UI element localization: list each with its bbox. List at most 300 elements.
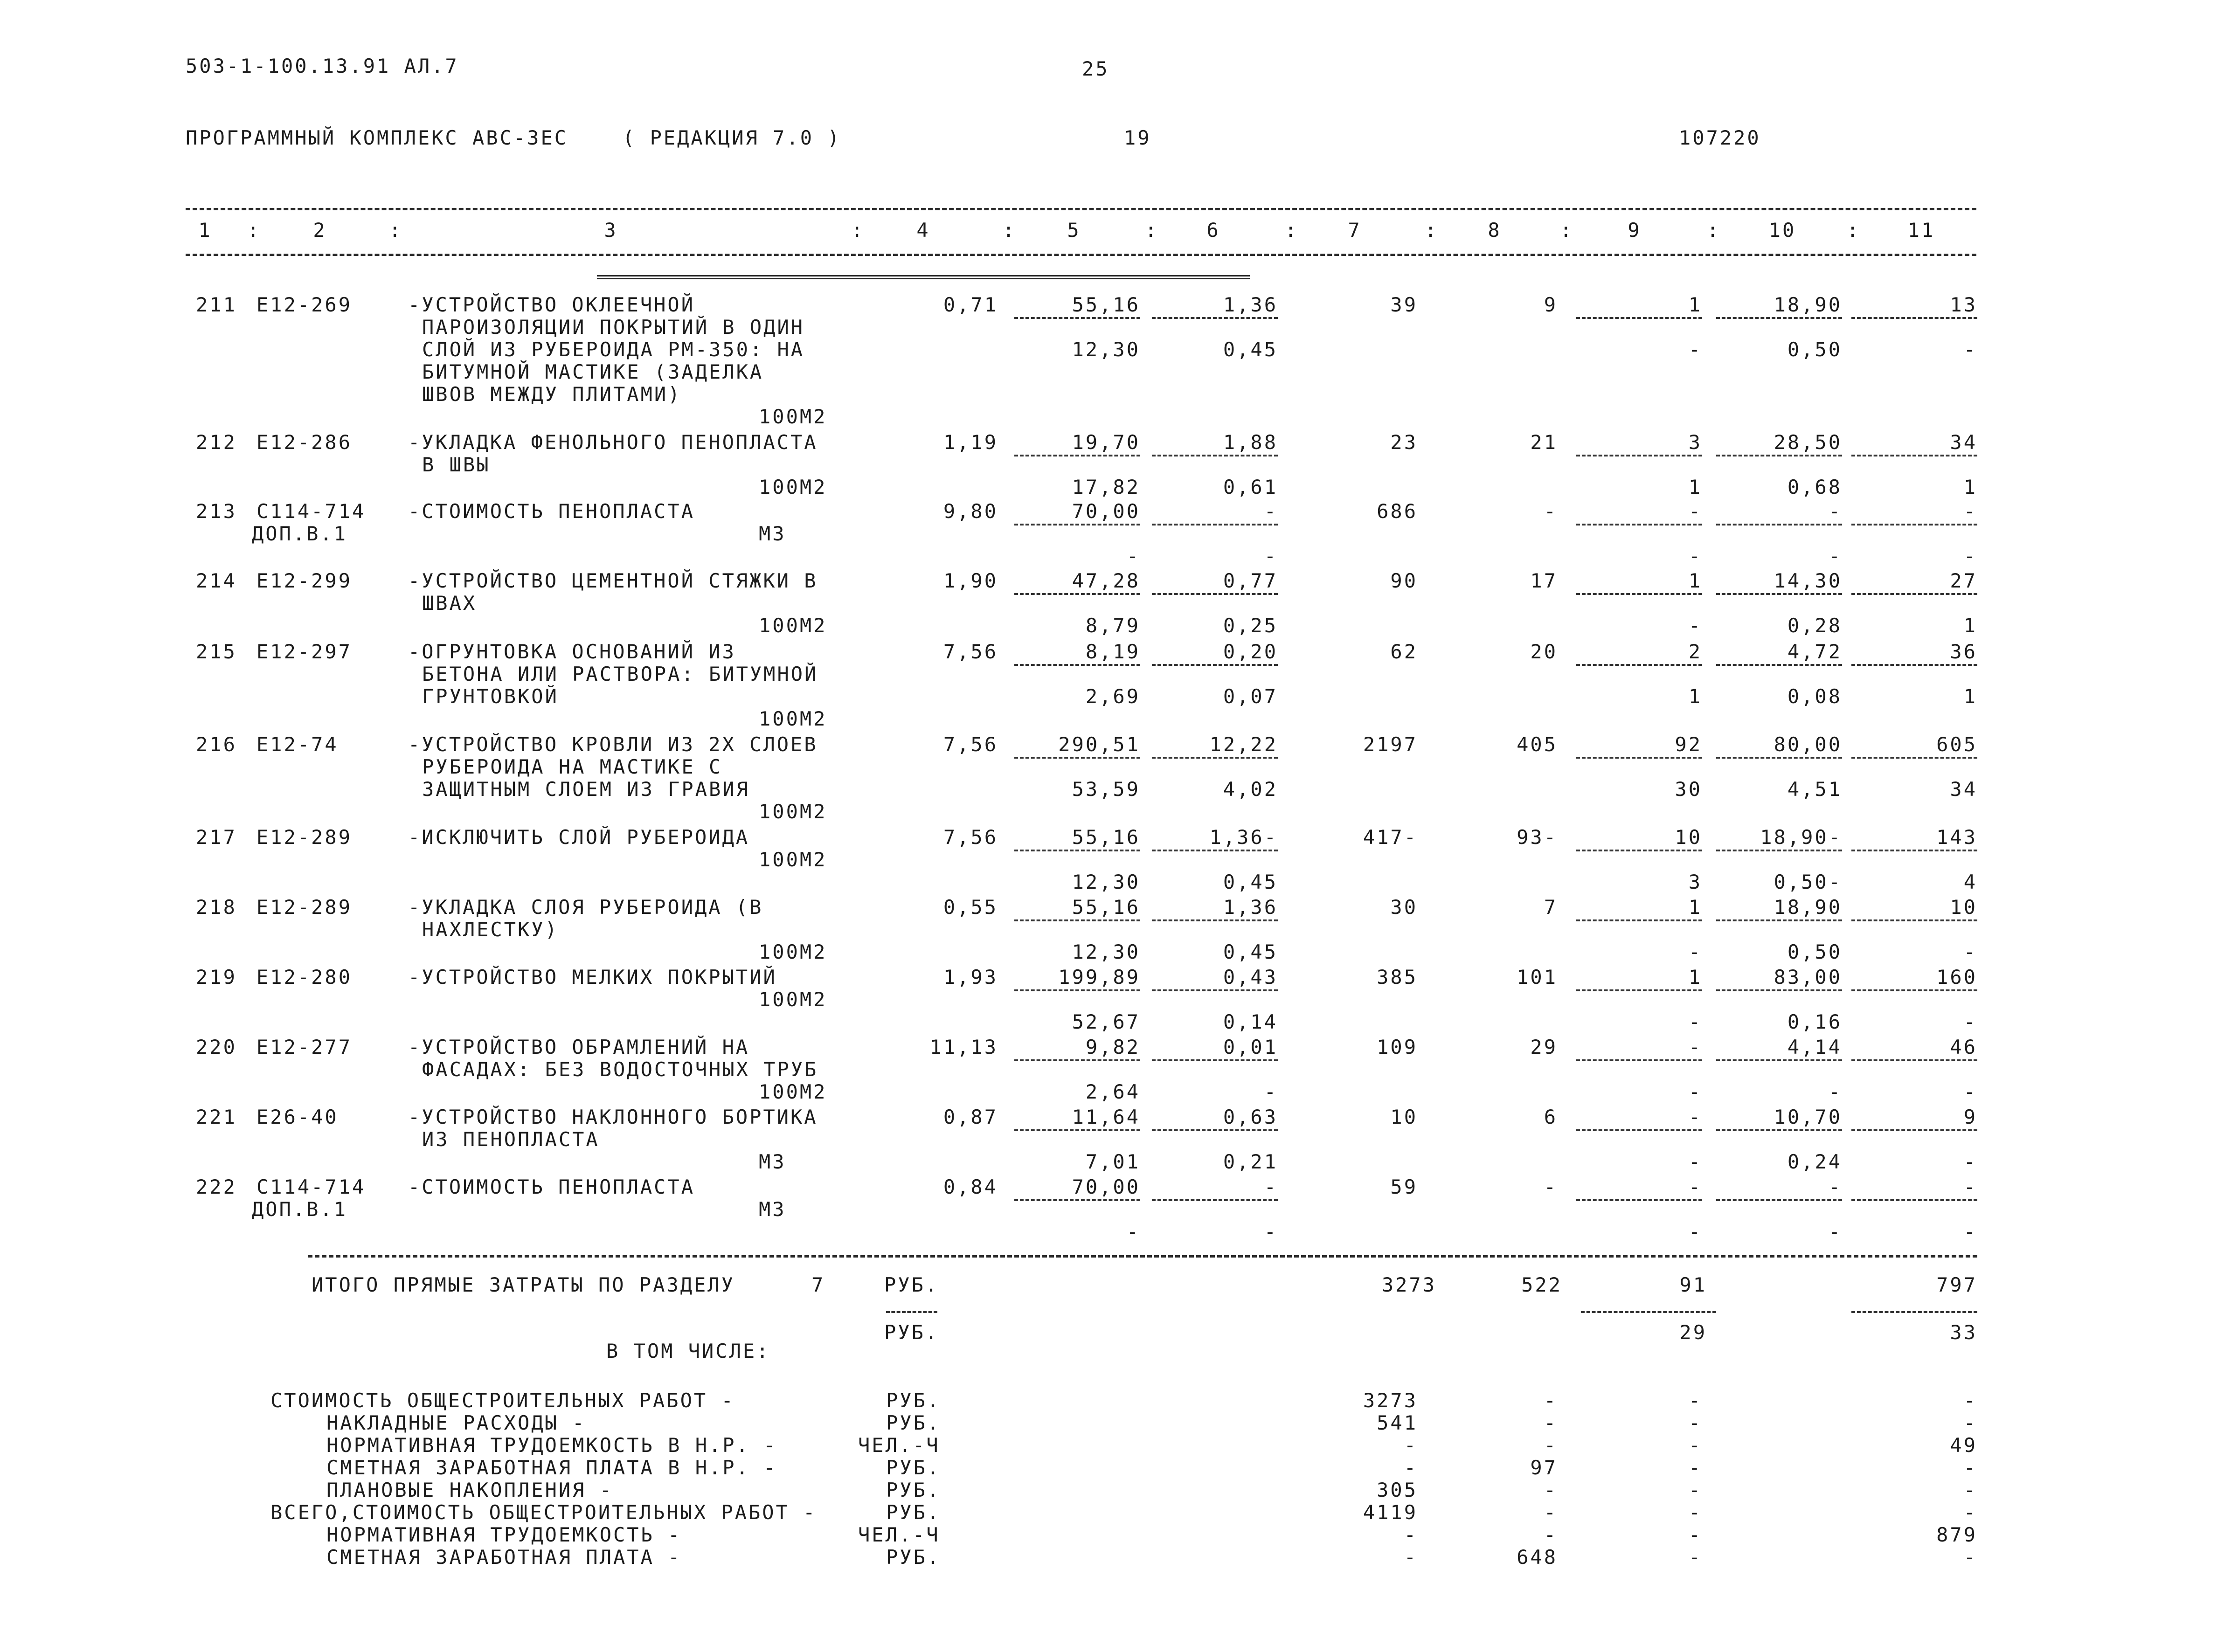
summary-col9: -: [1688, 1434, 1702, 1457]
cell-c6: 0,63: [1223, 1106, 1278, 1128]
cell-c9b: 1: [1688, 476, 1702, 498]
cell-divider: [1152, 1059, 1278, 1061]
cell-c6: 1,36-: [1209, 826, 1278, 849]
cell-c6: 1,36: [1223, 293, 1278, 316]
row-description: ПАРОИЗОЛЯЦИИ ПОКРЫТИЙ В ОДИН: [422, 316, 805, 339]
row-description: -УСТРОЙСТВО ЦЕМЕНТНОЙ СТЯЖКИ В: [408, 569, 818, 592]
row-unit: М3: [759, 522, 786, 545]
row-description: СЛОЙ ИЗ РУБЕРОИДА РМ-350: НА: [422, 338, 805, 361]
column-header-5: 5: [1067, 219, 1081, 242]
cell-divider: [1152, 1129, 1278, 1131]
cell-c6: 1,88: [1223, 431, 1278, 454]
cell-divider: [1576, 593, 1702, 595]
cell-c8: 405: [1517, 733, 1558, 756]
cell-c5b: 2,69: [1085, 685, 1140, 708]
row-description: -УКЛАДКА ФЕНОЛЬНОГО ПЕНОПЛАСТА: [408, 431, 818, 454]
column-separator: :: [1560, 219, 1574, 242]
row-description: -УКЛАДКА СЛОЯ РУБЕРОИДА (В: [408, 896, 763, 919]
row-unit: 100М2: [759, 800, 827, 823]
row-unit: 100М2: [759, 1080, 827, 1103]
row-unit: М3: [759, 1198, 786, 1221]
cell-c10: 80,00: [1774, 733, 1842, 756]
cell-c7: 2197: [1363, 733, 1418, 756]
cell-divider: [1851, 1199, 1977, 1201]
row-number: 218: [196, 896, 237, 919]
row-description: ФАСАДАХ: БЕЗ ВОДОСТОЧНЫХ ТРУБ: [422, 1058, 818, 1081]
cell-c11b: -: [1963, 1080, 1977, 1103]
cell-c10b: 4,51: [1787, 778, 1842, 801]
cell-c9: -: [1688, 500, 1702, 523]
summary-col8: -: [1544, 1411, 1558, 1434]
cell-c11b: -: [1963, 1010, 1977, 1033]
program-edition: ( РЕДАКЦИЯ 7.0 ): [623, 126, 841, 149]
summary-col7: 305: [1377, 1479, 1418, 1501]
cell-c5b: 17,82: [1072, 476, 1140, 498]
cell-divider: [1716, 1059, 1842, 1061]
cell-c4: 0,87: [943, 1106, 998, 1128]
cell-c5b: -: [1126, 545, 1140, 567]
cell-c8: 6: [1544, 1106, 1558, 1128]
summary-col9: -: [1688, 1501, 1702, 1524]
column-header-2: 2: [313, 219, 327, 242]
sheet-number: 19: [1124, 126, 1151, 149]
cell-divider: [1851, 664, 1977, 666]
cell-c11b: 1: [1963, 614, 1977, 637]
cell-divider: [1851, 455, 1977, 456]
totals-unit: РУБ.: [884, 1273, 939, 1296]
cell-c6: 0,43: [1223, 966, 1278, 988]
row-code: Е12-289: [256, 896, 353, 919]
cell-c11b: 4: [1963, 871, 1977, 893]
summary-col11: 879: [1936, 1523, 1977, 1546]
row-code: Е12-280: [256, 966, 353, 988]
row-unit: 100М2: [759, 614, 827, 637]
cell-divider: [1576, 1129, 1702, 1131]
totals-col8: 522: [1521, 1273, 1562, 1296]
cell-c7: 686: [1377, 500, 1418, 523]
column-separator: :: [1847, 219, 1861, 242]
row-code: Е12-299: [256, 569, 353, 592]
cell-divider: [1152, 1199, 1278, 1201]
column-header-8: 8: [1488, 219, 1502, 242]
summary-col9: -: [1688, 1523, 1702, 1546]
cell-c10b: -: [1828, 1080, 1842, 1103]
cell-c10: 4,14: [1787, 1036, 1842, 1058]
cell-c5: 199,89: [1058, 966, 1140, 988]
row-description: -УСТРОЙСТВО ОКЛЕЕЧНОЙ: [408, 293, 695, 316]
summary-col11: -: [1963, 1501, 1977, 1524]
cell-c9b: -: [1688, 1080, 1702, 1103]
cell-divider: [1152, 664, 1278, 666]
summary-col7: -: [1404, 1523, 1418, 1546]
summary-label: СМЕТНАЯ ЗАРАБОТНАЯ ПЛАТА -: [326, 1546, 682, 1569]
cell-divider: [1851, 593, 1977, 595]
cell-c9b: -: [1688, 1150, 1702, 1173]
cell-c9b: -: [1688, 1220, 1702, 1243]
cell-c7: 90: [1390, 569, 1418, 592]
cell-c6: 1,36: [1223, 896, 1278, 919]
column-header-1: 1: [198, 219, 212, 242]
totals-col11: 797: [1936, 1273, 1977, 1296]
totals-rule: [308, 1255, 1977, 1258]
cell-c5: 55,16: [1072, 826, 1140, 849]
cell-divider: [1716, 919, 1842, 921]
cell-c5: 70,00: [1072, 1175, 1140, 1198]
row-description: БЕТОНА ИЛИ РАСТВОРА: БИТУМНОЙ: [422, 663, 818, 685]
cell-c5: 47,28: [1072, 569, 1140, 592]
cell-c11b: -: [1963, 940, 1977, 963]
summary-unit: РУБ.: [886, 1389, 941, 1412]
cell-c6b: 0,45: [1223, 871, 1278, 893]
cell-divider: [1014, 317, 1140, 319]
cell-divider: [1716, 593, 1842, 595]
cell-c5b: 12,30: [1072, 871, 1140, 893]
summary-col8: -: [1544, 1523, 1558, 1546]
cell-c10: 18,90-: [1760, 826, 1842, 849]
cell-c4: 1,90: [943, 569, 998, 592]
row-number: 221: [196, 1106, 237, 1128]
cell-c8: -: [1544, 500, 1558, 523]
cell-c4: 11,13: [929, 1036, 998, 1058]
cell-c9: 3: [1688, 431, 1702, 454]
row-description: -УСТРОЙСТВО КРОВЛИ ИЗ 2Х СЛОЕВ: [408, 733, 818, 756]
cell-divider: [1716, 664, 1842, 666]
totals-unit2: РУБ.: [884, 1321, 939, 1344]
cell-c8: 93-: [1517, 826, 1558, 849]
cell-c8: 20: [1530, 640, 1558, 663]
cell-c10: 14,30: [1774, 569, 1842, 592]
totals-label: ИТОГО ПРЯМЫЕ ЗАТРАТЫ ПО РАЗДЕЛУ: [312, 1273, 735, 1296]
cell-c7: 385: [1377, 966, 1418, 988]
column-header-9: 9: [1628, 219, 1642, 242]
cell-c5b: 2,64: [1085, 1080, 1140, 1103]
summary-unit: РУБ.: [886, 1501, 941, 1524]
cell-c4: 1,93: [943, 966, 998, 988]
row-number: 211: [196, 293, 237, 316]
page-number: 25: [1082, 57, 1109, 80]
cell-c5: 55,16: [1072, 896, 1140, 919]
cell-c6: 0,01: [1223, 1036, 1278, 1058]
totals-section: 7: [811, 1273, 825, 1296]
cell-c11: -: [1963, 500, 1977, 523]
column-header-11: 11: [1907, 219, 1935, 242]
cell-c5b: 12,30: [1072, 940, 1140, 963]
cell-c9: 10: [1675, 826, 1702, 849]
row-description: ИЗ ПЕНОПЛАСТА: [422, 1128, 600, 1151]
row-number: 220: [196, 1036, 237, 1058]
cell-c10b: 0,50: [1787, 940, 1842, 963]
column-separator: :: [389, 219, 403, 242]
cell-c11: -: [1963, 1175, 1977, 1198]
column-separator: :: [1003, 219, 1017, 242]
summary-col9: -: [1688, 1456, 1702, 1479]
summary-col7: 3273: [1363, 1389, 1418, 1412]
cell-c11b: 1: [1963, 476, 1977, 498]
cell-divider: [1716, 317, 1842, 319]
row-number: 222: [196, 1175, 237, 1198]
summary-col9: -: [1688, 1411, 1702, 1434]
cell-c4: 1,19: [943, 431, 998, 454]
cell-c10b: 0,68: [1787, 476, 1842, 498]
summary-col11: 49: [1950, 1434, 1977, 1457]
cell-divider: [1152, 317, 1278, 319]
summary-col7: 4119: [1363, 1501, 1418, 1524]
cell-divider: [1576, 757, 1702, 759]
column-header-6: 6: [1206, 219, 1220, 242]
cell-divider: [1716, 757, 1842, 759]
row-number: 215: [196, 640, 237, 663]
column-separator: :: [1285, 219, 1299, 242]
cell-c5b: 7,01: [1085, 1150, 1140, 1173]
row-code-suffix: ДОП.В.1: [252, 1198, 348, 1221]
cell-divider: [1851, 524, 1977, 525]
summary-unit: ЧЕЛ.-Ч: [858, 1523, 940, 1546]
cell-divider: [1576, 455, 1702, 456]
summary-label: СМЕТНАЯ ЗАРАБОТНАЯ ПЛАТА В Н.Р. -: [326, 1456, 777, 1479]
cell-c6: -: [1264, 500, 1278, 523]
row-unit: 100М2: [759, 988, 827, 1011]
cell-c11: 27: [1950, 569, 1977, 592]
cell-c9b: -: [1688, 338, 1702, 361]
cell-c5b: 52,67: [1072, 1010, 1140, 1033]
cell-divider: [1851, 1129, 1977, 1131]
summary-col9: -: [1688, 1389, 1702, 1412]
summary-col7: -: [1404, 1546, 1418, 1569]
cell-c7: 39: [1390, 293, 1418, 316]
cell-divider: [1851, 919, 1977, 921]
cell-c4: 0,71: [943, 293, 998, 316]
cell-c9b: -: [1688, 545, 1702, 567]
cell-c9b: -: [1688, 1010, 1702, 1033]
cell-divider: [1014, 593, 1140, 595]
cell-divider: [1716, 1199, 1842, 1201]
summary-col8: -: [1544, 1479, 1558, 1501]
row-unit: М3: [759, 1150, 786, 1173]
row-number: 213: [196, 500, 237, 523]
cell-c4: 0,84: [943, 1175, 998, 1198]
cell-c5: 11,64: [1072, 1106, 1140, 1128]
summary-col7: -: [1404, 1434, 1418, 1457]
cell-c7: 10: [1390, 1106, 1418, 1128]
cell-divider: [1014, 455, 1140, 456]
summary-col11: -: [1963, 1411, 1977, 1434]
row-description: -СТОИМОСТЬ ПЕНОПЛАСТА: [408, 1175, 695, 1198]
cell-divider: [1576, 1059, 1702, 1061]
column-header-4: 4: [916, 219, 930, 242]
column-header-10: 10: [1768, 219, 1796, 242]
cell-divider: [1014, 1129, 1140, 1131]
header-rule-bottom: [186, 254, 1976, 256]
cell-c6: 0,20: [1223, 640, 1278, 663]
totals-col11-rule: [1851, 1311, 1977, 1313]
row-unit: 100М2: [759, 476, 827, 498]
column-separator: :: [1425, 219, 1439, 242]
cell-c4: 7,56: [943, 640, 998, 663]
row-unit: 100М2: [759, 405, 827, 428]
header-rule-top: [186, 208, 1976, 210]
cell-c9: 1: [1688, 966, 1702, 988]
row-description: -ИСКЛЮЧИТЬ СЛОЙ РУБЕРОИДА: [408, 826, 750, 849]
summary-label: ПЛАНОВЫЕ НАКОПЛЕНИЯ -: [326, 1479, 614, 1501]
cell-divider: [1014, 850, 1140, 851]
cell-c6b: -: [1264, 1220, 1278, 1243]
cell-divider: [1851, 1059, 1977, 1061]
row-description: -ОГРУНТОВКА ОСНОВАНИЙ ИЗ: [408, 640, 736, 663]
cell-divider: [1152, 989, 1278, 991]
cell-c5: 290,51: [1058, 733, 1140, 756]
totals-col9: 91: [1679, 1273, 1707, 1296]
cell-divider: [1851, 317, 1977, 319]
row-description: НАХЛЕСТКУ): [422, 918, 559, 941]
cell-c5b: 8,79: [1085, 614, 1140, 637]
cell-divider: [1716, 455, 1842, 456]
row-code: Е12-289: [256, 826, 353, 849]
summary-col7: 541: [1377, 1411, 1418, 1434]
row-number: 219: [196, 966, 237, 988]
cell-c11: 143: [1936, 826, 1977, 849]
row-unit: 100М2: [759, 940, 827, 963]
row-code: Е12-277: [256, 1036, 353, 1058]
cell-c9: 92: [1675, 733, 1702, 756]
cell-c11b: -: [1963, 545, 1977, 567]
cell-c11: 13: [1950, 293, 1977, 316]
cell-c9: 1: [1688, 896, 1702, 919]
row-code: Е12-297: [256, 640, 353, 663]
row-code: Е26-40: [256, 1106, 339, 1128]
row-number: 212: [196, 431, 237, 454]
cell-divider: [1851, 989, 1977, 991]
row-code: Е12-74: [256, 733, 339, 756]
cell-divider: [1014, 1199, 1140, 1201]
cell-c10b: 0,50-: [1774, 871, 1842, 893]
cell-c7: 109: [1377, 1036, 1418, 1058]
summary-col9: -: [1688, 1546, 1702, 1569]
summary-unit: РУБ.: [886, 1411, 941, 1434]
cell-c5: 19,70: [1072, 431, 1140, 454]
cell-c10b: 0,08: [1787, 685, 1842, 708]
cell-c10b: 0,50: [1787, 338, 1842, 361]
cell-c5b: -: [1126, 1220, 1140, 1243]
cell-c11: 34: [1950, 431, 1977, 454]
cell-divider: [1152, 757, 1278, 759]
summary-col8: -: [1544, 1501, 1558, 1524]
cell-c5b: 12,30: [1072, 338, 1140, 361]
cell-c8: 29: [1530, 1036, 1558, 1058]
cell-c10b: -: [1828, 1220, 1842, 1243]
cell-c6: -: [1264, 1175, 1278, 1198]
row-description: -СТОИМОСТЬ ПЕНОПЛАСТА: [408, 500, 695, 523]
cell-c7: 59: [1390, 1175, 1418, 1198]
cell-c10: 28,50: [1774, 431, 1842, 454]
cell-c11: 9: [1963, 1106, 1977, 1128]
summary-label: ВСЕГО,СТОИМОСТЬ ОБЩЕСТРОИТЕЛЬНЫХ РАБОТ -: [270, 1501, 817, 1524]
cell-c6b: 0,07: [1223, 685, 1278, 708]
doc-code: 503-1-100.13.91 АЛ.7: [186, 55, 459, 77]
cell-c11: 10: [1950, 896, 1977, 919]
cell-c9: 2: [1688, 640, 1702, 663]
column-separator: :: [851, 219, 865, 242]
cell-divider: [1014, 989, 1140, 991]
cell-divider: [1152, 850, 1278, 851]
cell-divider: [1716, 524, 1842, 525]
row-description: ЗАЩИТНЫМ СЛОЕМ ИЗ ГРАВИЯ: [422, 778, 750, 801]
cell-c11b: -: [1963, 1220, 1977, 1243]
cell-divider: [1014, 1059, 1140, 1061]
cell-divider: [1576, 989, 1702, 991]
cell-c5: 70,00: [1072, 500, 1140, 523]
cell-c9b: 1: [1688, 685, 1702, 708]
row-description: РУБЕРОИДА НА МАСТИКЕ С: [422, 755, 723, 778]
summary-col11: -: [1963, 1479, 1977, 1501]
column-separator: :: [1707, 219, 1721, 242]
cell-c10: -: [1828, 500, 1842, 523]
cell-c10: 4,72: [1787, 640, 1842, 663]
cell-c9: -: [1688, 1175, 1702, 1198]
cell-c10b: 0,24: [1787, 1150, 1842, 1173]
cell-c10: 18,90: [1774, 293, 1842, 316]
row-description: ШВАХ: [422, 592, 477, 615]
cell-divider: [1576, 1199, 1702, 1201]
summary-label: НОРМАТИВНАЯ ТРУДОЕМКОСТЬ В Н.Р. -: [326, 1434, 777, 1457]
cell-divider: [1152, 593, 1278, 595]
cell-c7: 417-: [1363, 826, 1418, 849]
cell-c11b: -: [1963, 338, 1977, 361]
cell-divider: [1716, 1129, 1842, 1131]
row-description: -УСТРОЙСТВО НАКЛОННОГО БОРТИКА: [408, 1106, 818, 1128]
cell-c4: 7,56: [943, 826, 998, 849]
totals-col11b: 33: [1950, 1321, 1977, 1344]
cell-c11: 36: [1950, 640, 1977, 663]
summary-label: НОРМАТИВНАЯ ТРУДОЕМКОСТЬ -: [326, 1523, 682, 1546]
summary-unit: РУБ.: [886, 1546, 941, 1569]
cell-c11b: 1: [1963, 685, 1977, 708]
summary-col8: 648: [1517, 1546, 1558, 1569]
row-unit: 100М2: [759, 707, 827, 730]
cell-c4: 7,56: [943, 733, 998, 756]
row-number: 216: [196, 733, 237, 756]
summary-label: НАКЛАДНЫЕ РАСХОДЫ -: [326, 1411, 586, 1434]
cell-c9: -: [1688, 1036, 1702, 1058]
cell-c10: 18,90: [1774, 896, 1842, 919]
summary-unit: РУБ.: [886, 1479, 941, 1501]
cell-c6: 0,77: [1223, 569, 1278, 592]
row-number: 214: [196, 569, 237, 592]
cell-divider: [1576, 919, 1702, 921]
cell-c4: 9,80: [943, 500, 998, 523]
cell-c6b: -: [1264, 545, 1278, 567]
cell-c6b: -: [1264, 1080, 1278, 1103]
cell-c9: 1: [1688, 569, 1702, 592]
cell-divider: [1576, 664, 1702, 666]
cell-divider: [1152, 524, 1278, 525]
cell-c9b: -: [1688, 940, 1702, 963]
section-separator: [597, 275, 1250, 279]
cell-c8: 7: [1544, 896, 1558, 919]
cell-divider: [1716, 989, 1842, 991]
cell-c10: 10,70: [1774, 1106, 1842, 1128]
row-code: С114-714: [256, 500, 366, 523]
row-description: В ШВЫ: [422, 453, 491, 476]
cell-c8: -: [1544, 1175, 1558, 1198]
totals-unit-rule: [886, 1311, 937, 1313]
cell-divider: [1576, 850, 1702, 851]
cell-c11b: -: [1963, 1150, 1977, 1173]
totals-col7: 3273: [1381, 1273, 1436, 1296]
cell-divider: [1851, 757, 1977, 759]
cell-c8: 21: [1530, 431, 1558, 454]
cell-c6b: 4,02: [1223, 778, 1278, 801]
row-description: БИТУМНОЙ МАСТИКЕ (ЗАДЕЛКА: [422, 360, 764, 383]
